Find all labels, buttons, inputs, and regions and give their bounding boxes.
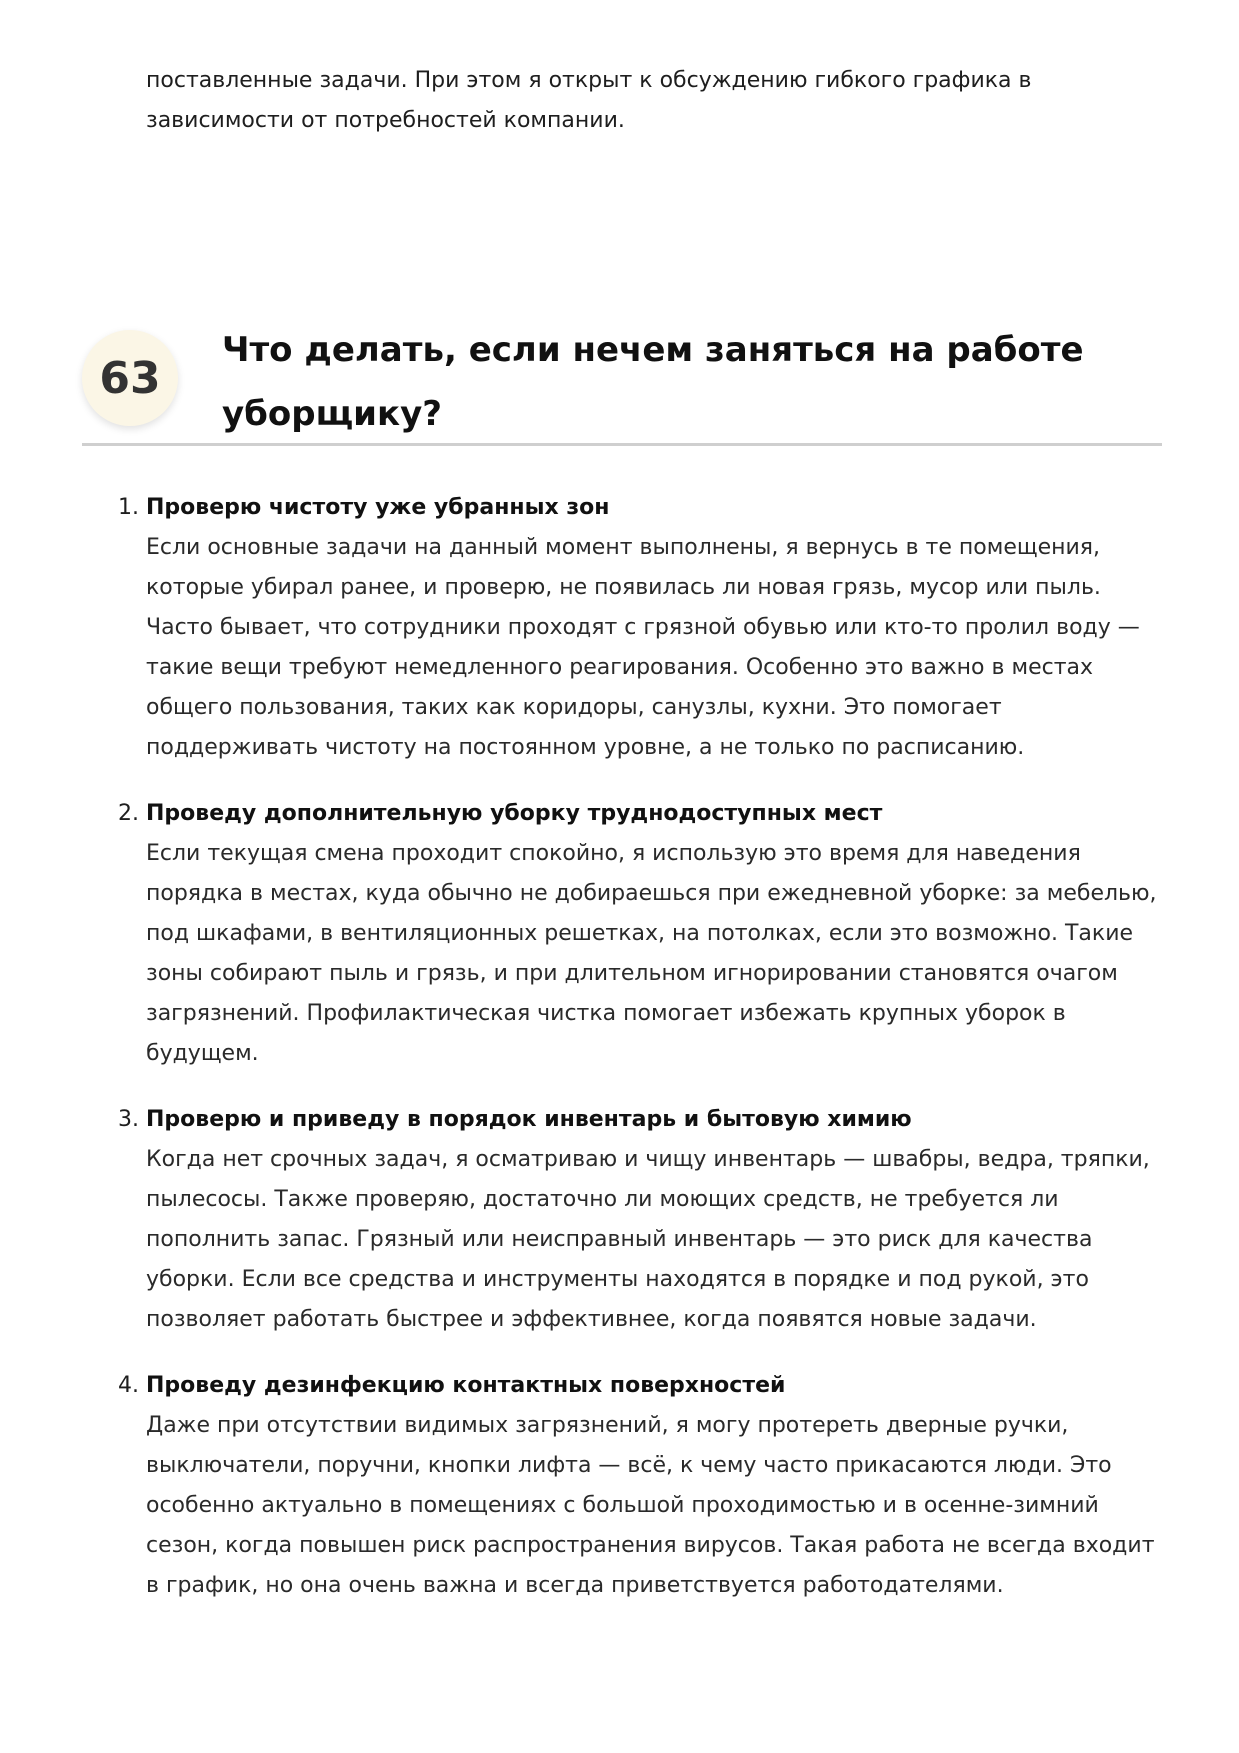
intro-paragraph: поставленные задачи. При этом я открыт к обсуждению гибкого графика в зависимости от потребностей компании. (146, 68, 1032, 133)
answer-text: Даже при отсутствии видимых загрязнений, я могу протереть дверные ручки, выключатели, поручни, кнопки лифта — всё, к чему часто прикасаются люди. Это особенно актуально в помещениях с большой проходимостью и в осенне-зимний сезон, когда повышен риск распространения вирусов. Такая работа не всегда входит в график, но она очень важна и всегда приветствуется работодателями. (146, 1413, 1155, 1598)
answer-item (118, 1366, 1166, 1606)
answer-number: 3. (118, 1107, 139, 1132)
question-number-badge: 63 (82, 330, 178, 426)
question-title: Что делать, если нечем заняться на работе уборщику? (222, 330, 1084, 434)
question-header (82, 318, 1162, 445)
answer-text: Если текущая смена проходит спокойно, я использую это время для наведения порядка в местах, куда обычно не добираешься при ежедневной уборке: за мебелью, под шкафами, в вентиляционных решетках, на потолках, если это возможно. Такие зоны собирают пыль и грязь, и при длительном игнорировании становятся очагом загрязнений. Профилактическая чистка помогает избежать крупных уборок в будущем. (146, 841, 1157, 1066)
answer-item (118, 794, 1166, 1074)
answer-title: Проверю чистоту уже убранных зон (146, 495, 610, 520)
answer-text: Если основные задачи на данный момент выполнены, я вернусь в те помещения, которые убирал ранее, и проверю, не появилась ли новая грязь, мусор или пыль. Часто бывает, что сотрудники проходят с грязной обувью или кто-то пролил воду — такие вещи требуют немедленного реагирования. Особенно это важно в местах общего пользования, таких как коридоры, санузлы, кухни. Это помогает поддерживать чистоту на постоянном уровне, а не только по расписанию. (146, 535, 1140, 760)
answer-title: Проверю и приведу в порядок инвентарь и бытовую химию (146, 1107, 912, 1132)
answer-title: Проведу дополнительную уборку труднодоступных мест (146, 801, 883, 826)
answer-item (118, 488, 1166, 768)
answer-number: 1. (118, 495, 139, 520)
answer-text: Когда нет срочных задач, я осматриваю и чищу инвентарь — швабры, ведра, тряпки, пылесосы. Также проверяю, достаточно ли моющих средств, не требуется ли пополнить запас. Грязный или неисправный инвентарь — это риск для качества уборки. Если все средства и инструменты находятся в порядке и под рукой, это позволяет работать быстрее и эффективнее, когда появятся новые задачи. (146, 1147, 1150, 1332)
header-divider (82, 443, 1162, 446)
answer-number: 4. (118, 1373, 139, 1398)
answer-number: 2. (118, 801, 139, 826)
answer-title: Проведу дезинфекцию контактных поверхностей (146, 1373, 786, 1398)
answer-list (118, 488, 1166, 1632)
answer-item (118, 1100, 1166, 1340)
